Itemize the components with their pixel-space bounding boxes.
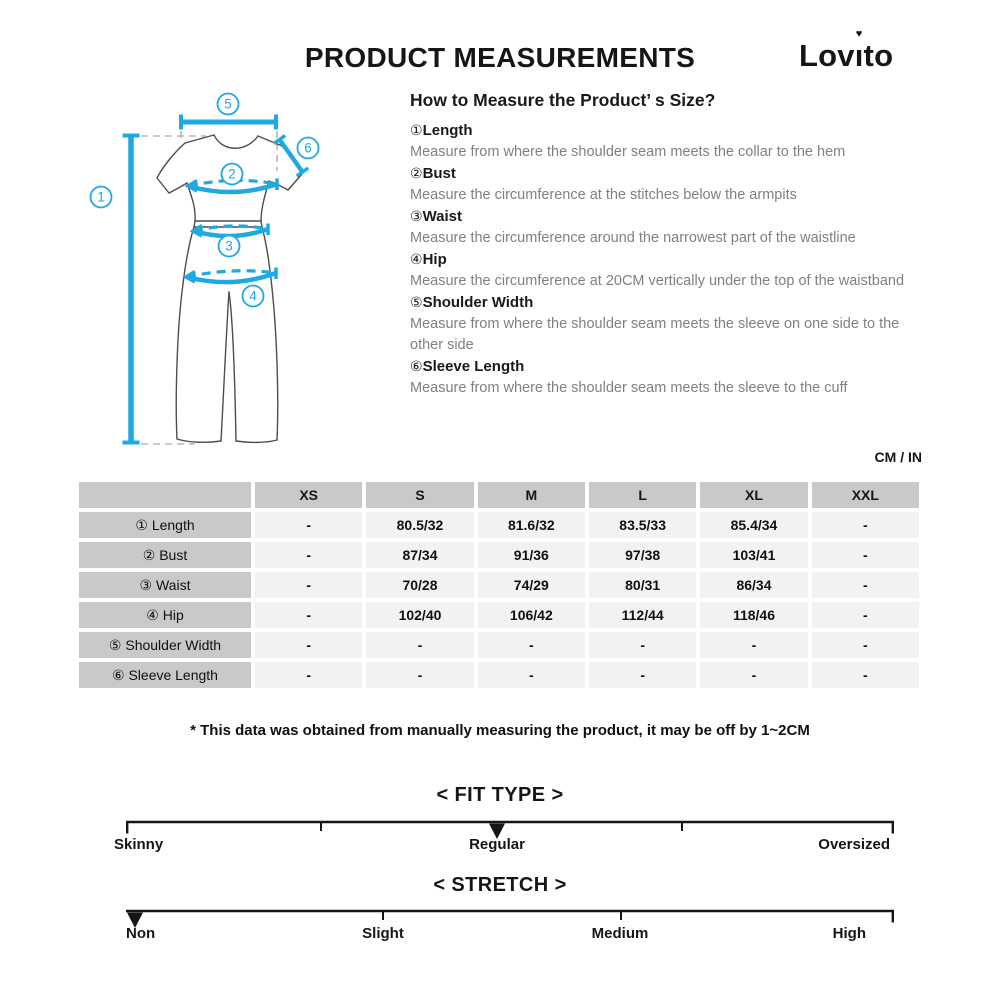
measure-item-waist: ③Waist Measure the circumference around the narrowest part of the waistline (410, 206, 916, 249)
hip-girth (187, 273, 276, 282)
right-leg (262, 227, 278, 440)
table-row-hip: ④ Hip - 102/40 106/42 112/44 118/46 - (79, 602, 919, 628)
measurement-disclaimer: * This data was obtained from manually measuring the product, it may be off by 1~2CM (190, 722, 810, 739)
table-row-length: ① Length - 80.5/32 81.6/32 83.5/33 85.4/34 - (79, 512, 919, 538)
howto-title: How to Measure the Product’ s Size? (410, 90, 716, 110)
units-label: CM / IN (874, 449, 922, 465)
circled-1: ① (410, 123, 423, 139)
stretch-label-non: Non (126, 925, 156, 942)
stretch-label-slight: Slight (362, 925, 404, 942)
measure-desc: Measure the circumference at the stitches below the armpits (410, 187, 797, 203)
fit-label-oversized: Oversized (818, 836, 890, 853)
fit-type-title: < FIT TYPE > (436, 784, 564, 806)
table-row-shoulder-width: ⑤ Shoulder Width - - - - - - (79, 632, 919, 658)
measure-item-sleeve-length: ⑥Sleeve Length Measure from where the shoulder seam meets the sleeve to the cuff (410, 356, 916, 399)
measure-desc: Measure from where the shoulder seam meets the sleeve on one side to the other side (410, 316, 900, 353)
circled-2: ② (410, 166, 423, 182)
col-xxl: XXL (812, 482, 919, 508)
garment-measurement-diagram (75, 85, 405, 465)
stretch-label-high: High (832, 925, 866, 942)
measure-item-length: ①Length Measure from where the shoulder seam meets the collar to the hem (410, 120, 916, 163)
fit-label-regular: Regular (469, 836, 525, 853)
svg-text:1: 1 (97, 189, 105, 205)
fit-label-skinny: Skinny (114, 836, 164, 853)
circled-3: ③ (410, 209, 423, 225)
left-leg (176, 227, 194, 439)
col-xs: XS (255, 482, 362, 508)
table-corner-cell (79, 482, 251, 508)
col-s: S (366, 482, 473, 508)
how-to-measure-section (410, 90, 916, 399)
logo-text-post: to (863, 38, 894, 73)
svg-text:6: 6 (304, 140, 312, 156)
measure-item-shoulder-width: ⑤Shoulder Width Measure from where the shoulder seam meets the sleeve on one side to the other side (410, 292, 916, 356)
table-header-row (79, 482, 919, 508)
col-m: M (478, 482, 585, 508)
badge-4 (243, 286, 264, 307)
svg-text:5: 5 (224, 96, 232, 112)
col-l: L (589, 482, 696, 508)
left-sleeve (157, 143, 185, 178)
col-xl: XL (700, 482, 807, 508)
table-row-bust: ② Bust - 87/34 91/36 97/38 103/41 - (79, 542, 919, 568)
page-title: PRODUCT MEASUREMENTS (304, 42, 696, 73)
neckline (214, 135, 258, 148)
badge-3 (219, 236, 240, 257)
measure-desc: Measure from where the shoulder seam meets the collar to the hem (410, 144, 846, 160)
measure-desc: Measure the circumference at 20CM vertically under the top of the waistband (410, 273, 905, 289)
circled-4: ④ (410, 252, 423, 268)
measure-desc: Measure the circumference around the narrowest part of the waistline (410, 230, 856, 246)
svg-text:4: 4 (249, 288, 257, 304)
table-row-waist: ③ Waist - 70/28 74/29 80/31 86/34 - (79, 572, 919, 598)
table-row-sleeve-length: ⑥ Sleeve Length - - - - - - (79, 662, 919, 688)
logo-text-pre: Lov (799, 38, 855, 73)
badge-1 (91, 187, 112, 208)
badge-5 (218, 94, 239, 115)
measure-item-hip: ④Hip Measure the circumference at 20CM vertically under the top of the waistband (410, 249, 916, 292)
badge-6 (298, 138, 319, 159)
logo-letter-i: ı ♥ (854, 28, 864, 73)
svg-text:2: 2 (228, 166, 236, 182)
circled-6: ⑥ (410, 359, 423, 375)
measure-desc: Measure from where the shoulder seam meets the sleeve to the cuff (410, 380, 848, 396)
logo-heart-dot: ♥ (855, 28, 863, 40)
circled-5: ⑤ (410, 295, 423, 311)
measurement-marks (123, 115, 309, 443)
size-measurements-table (75, 478, 923, 692)
svg-text:3: 3 (225, 238, 233, 254)
badge-2 (222, 164, 243, 185)
stretch-title: < STRETCH > (433, 874, 567, 896)
measure-item-bust: ②Bust Measure the circumference at the stitches below the armpits (410, 163, 916, 206)
brand-logo (799, 28, 894, 74)
stretch-label-medium: Medium (591, 925, 649, 942)
